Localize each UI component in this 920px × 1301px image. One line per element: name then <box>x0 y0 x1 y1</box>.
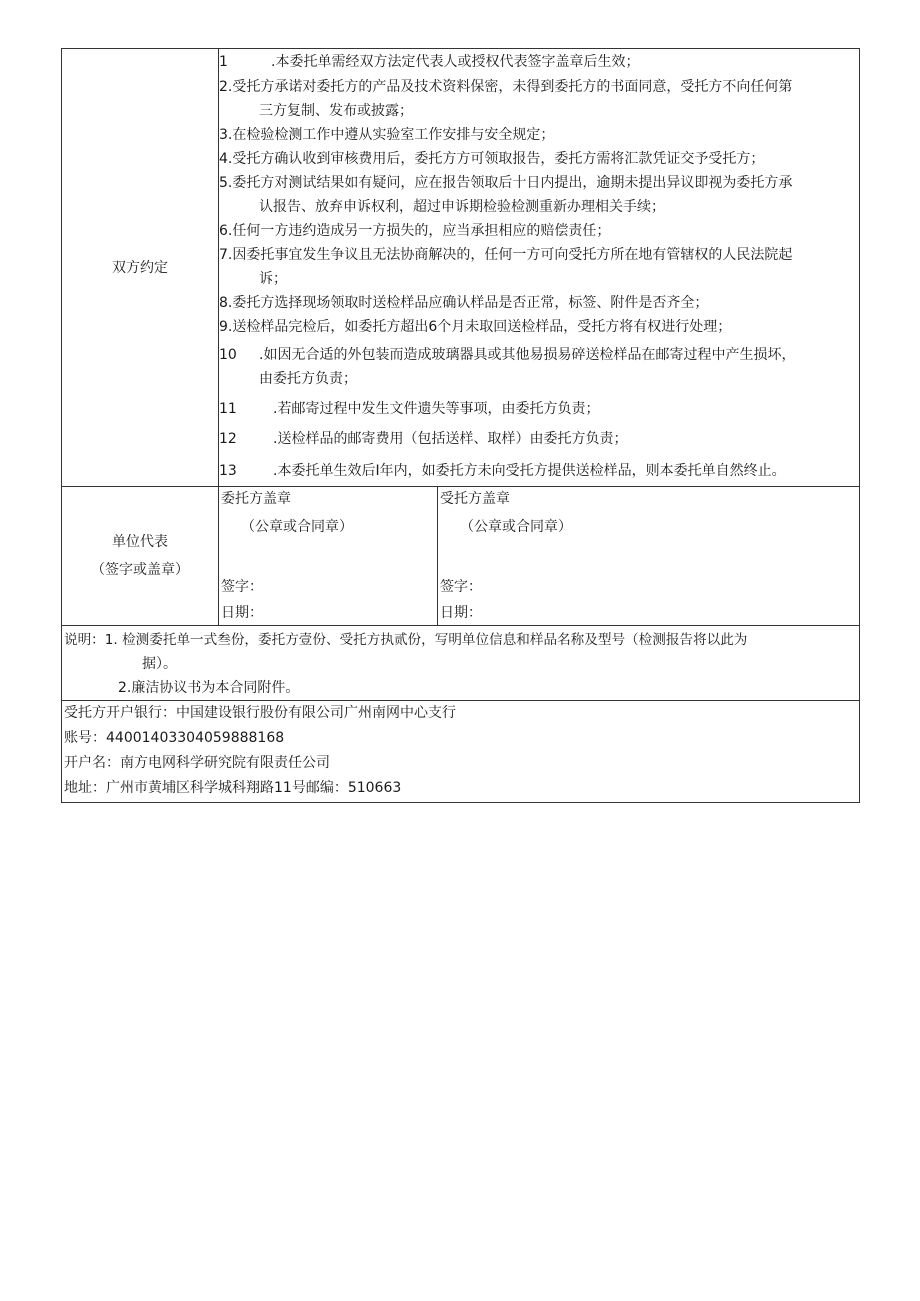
term-text: .若邮寄过程中发生文件遗失等事项，由委托方负责； <box>273 401 600 417</box>
bank-row <box>62 701 860 803</box>
term-text: .送检样品完检后，如委托方超出6个月未取回送检样品，受托方将有权进行处理； <box>227 319 732 335</box>
agent-sign-field[interactable]: 签字： <box>440 579 482 595</box>
term-number: 7 <box>219 247 228 263</box>
agent-date-field[interactable]: 日期： <box>440 605 482 621</box>
term-text: .委托方选择现场领取时送检样品应确认样品是否正常，标签、附件是否齐全； <box>227 295 709 311</box>
agreement-label: 双方约定 <box>62 49 219 487</box>
term-item-4 <box>219 147 859 171</box>
bank-cell <box>62 701 860 803</box>
bank-account-name: 开户名：南方电网科学研究院有限责任公司 <box>64 755 330 771</box>
term-number: 6 <box>219 223 228 239</box>
signature-row <box>62 487 860 626</box>
term-item-9 <box>219 315 859 339</box>
form-table <box>61 48 860 803</box>
bank-name: 受托方开户银行：中国建设银行股份有限公司广州南网中心支行 <box>64 705 456 721</box>
term-item-5 <box>219 171 859 195</box>
term-item-10 <box>219 343 859 367</box>
term-text: .受托方确认收到审核费用后，委托方方可领取报告，委托方需将汇款凭证交予受托方； <box>227 151 765 167</box>
agent-seal-type: （公章或合同章） <box>460 519 572 535</box>
client-sign-field[interactable]: 签字： <box>221 579 263 595</box>
commission-form <box>61 48 859 803</box>
notes-row <box>62 626 860 701</box>
agent-seal-cell <box>438 487 860 626</box>
client-seal-title: 委托方盖章 <box>221 491 291 507</box>
term-number: 9 <box>219 319 228 335</box>
term-text: .送检样品的邮寄费用（包括送样、取样）由委托方负责； <box>273 431 628 447</box>
term-number: 4 <box>219 151 228 167</box>
term-item-6 <box>219 219 859 243</box>
term-item-2 <box>219 75 859 99</box>
agreement-terms <box>219 49 860 487</box>
term-text: .受托方承诺对委托方的产品及技术资料保密，未得到委托方的书面同意，受托方不向任何第 <box>227 79 793 95</box>
term-number: 1 <box>219 54 228 70</box>
term-item-7 <box>219 243 859 267</box>
client-date-field[interactable]: 日期： <box>221 605 263 621</box>
agent-seal-title: 受托方盖章 <box>440 491 510 507</box>
term-item-13 <box>219 459 859 483</box>
term-item-3 <box>219 123 859 147</box>
agreement-row <box>62 49 860 487</box>
term-number: 11 <box>219 401 237 417</box>
term-number: 5 <box>219 175 228 191</box>
term-text: .因委托事宜发生争议且无法协商解决的，任何一方可向受托方所在地有管辖权的人民法院起 <box>227 247 793 263</box>
term-text: .本委托单需经双方法定代表人或授权代表签字盖章后生效； <box>271 54 640 70</box>
term-item-12 <box>219 427 859 451</box>
notes-cell <box>62 626 860 701</box>
term-item-1 <box>219 50 859 75</box>
signature-label <box>62 487 219 626</box>
signature-label-line1: 单位代表 <box>112 534 168 550</box>
term-item-11 <box>219 397 859 421</box>
term-text: .在检验检测工作中遵从实验室工作安排与安全规定； <box>227 127 555 143</box>
client-seal-type: （公章或合同章） <box>241 519 353 535</box>
term-number: 3 <box>219 127 228 143</box>
term-text: .委托方对测试结果如有疑问，应在报告领取后十日内提出，逾期未提出异议即视为委托方承 <box>227 175 793 191</box>
term-continuation: 三方复制、发布或披露； <box>259 103 413 119</box>
term-item-8 <box>219 291 859 315</box>
signature-label-line2: （签字或盖章） <box>91 562 189 578</box>
term-number: 12 <box>219 431 237 447</box>
note-line-2: 2.廉洁协议书为本合同附件。 <box>118 680 300 696</box>
term-text: .如因无合适的外包装而造成玻璃器具或其他易损易碎送检样品在邮寄过程中产生损坏， <box>259 347 796 363</box>
term-number: 2 <box>219 79 228 95</box>
client-seal-cell <box>219 487 438 626</box>
term-number: 13 <box>219 463 237 479</box>
term-number: 10 <box>219 347 237 363</box>
note-line-1: 说明：1. 检测委托单一式叁份，委托方壹份、受托方执贰份，写明单位信息和样品名称及型号（检测报告将以此为 <box>64 632 748 648</box>
term-continuation: 诉； <box>259 271 287 287</box>
term-text: .本委托单生效后I年内，如委托方未向受托方提供送检样品，则本委托单自然终止。 <box>273 463 786 479</box>
term-number: 8 <box>219 295 228 311</box>
bank-address: 地址：广州市黄埔区科学城科翔路11号邮编：510663 <box>64 780 402 796</box>
term-continuation: 由委托方负责； <box>259 371 357 387</box>
term-text: .任何一方违约造成另一方损失的，应当承担相应的赔偿责任； <box>227 223 611 239</box>
term-continuation: 认报告、放弃申诉权利，超过申诉期检验检测重新办理相关手续； <box>259 199 665 215</box>
note-line-1-cont: 据）。 <box>142 656 177 672</box>
bank-account: 账号：44001403304059888168 <box>64 730 285 746</box>
